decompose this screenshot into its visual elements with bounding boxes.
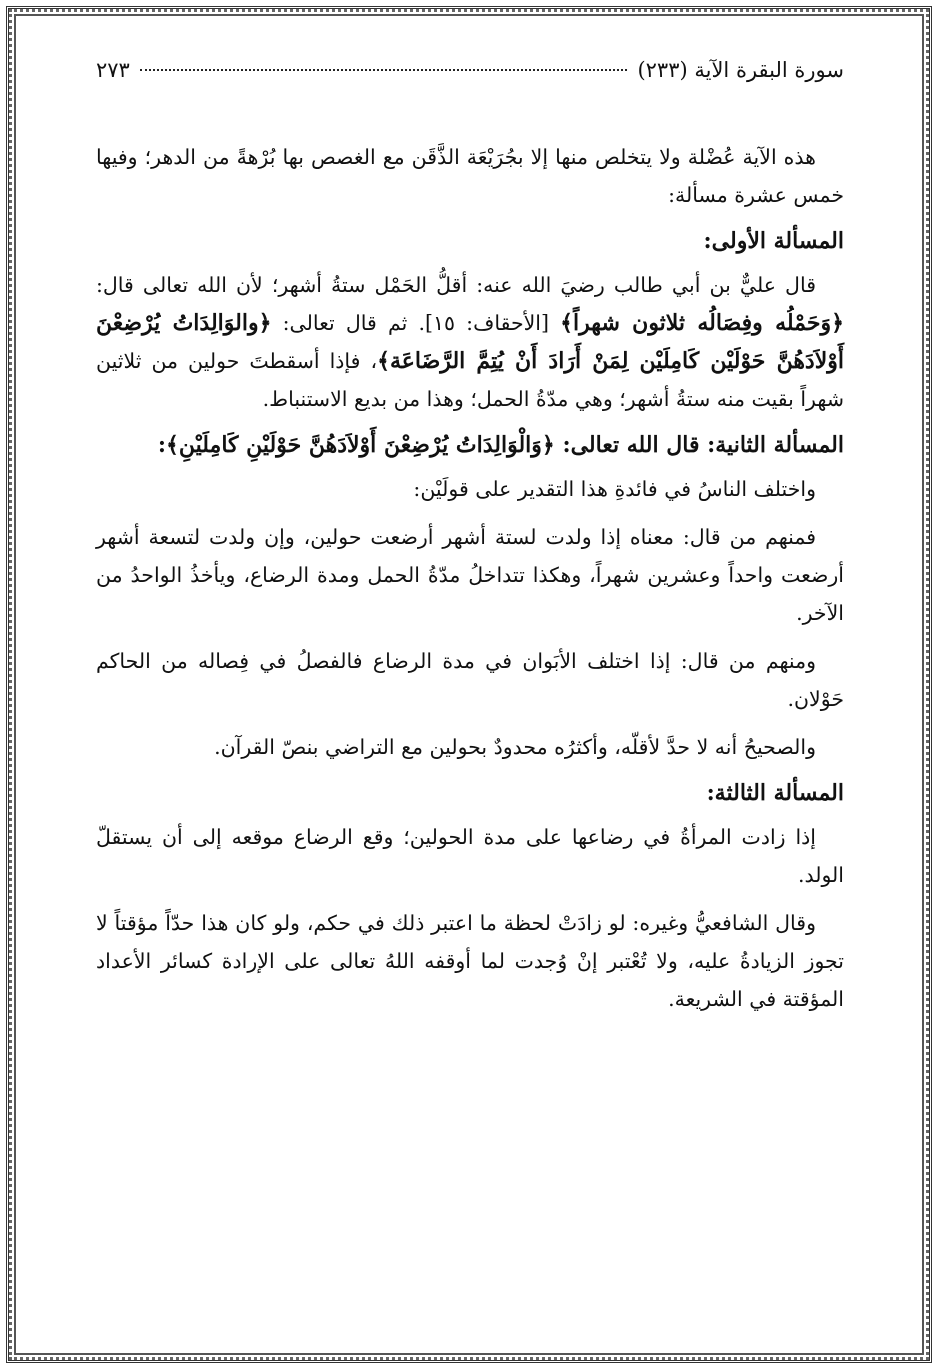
issue-1-paragraph	[96, 266, 844, 418]
issue-1-text-1: قال عليٌّ بن أبي طالب رضيَ الله عنه: أقلُّ الحَمْل ستةُ أشهر؛ لأن الله تعالى قال:	[96, 273, 816, 297]
issue-1-heading: المسألة الأولى:	[703, 228, 844, 254]
quran-verse-baqarah-233: ﴿والوَالِدَاتُ يُرْضِعْنَ أَوْلاَدَهُنَّ حَوْلَيْن كَامِلَيْن لِمَنْ أَرَادَ أَنْ يُتِمَّ الرَّضَاعَة﴾	[96, 310, 844, 374]
issue-2-heading	[96, 428, 844, 462]
issue-1-text-2: [الأحقاف: ١٥]. ثم قال تعالى:	[282, 311, 549, 335]
issue-3-heading: المسألة الثالثة:	[706, 780, 844, 806]
header-dot-leader	[140, 69, 628, 71]
issue-2-heading-text: المسألة الثانية: قال الله تعالى:	[562, 432, 844, 458]
issue-2-heading-colon: :	[157, 432, 166, 458]
issue-3-paragraph-2: وقال الشافعيُّ وغيره: لو زادَتْ لحظة ما اعتبر ذلك في حكم، ولو كان هذا حدّاً مؤقتاً لا تجوز الزيادةُ عليه، ولا تُعْتبر إنْ وُجدت لما أوقفه اللهُ تعالى على الإرادة كسائر الأعداد المؤقتة في الشريعة.	[96, 911, 844, 1011]
issue-2-heading-verse: ﴿وَالْوَالِدَاتُ يُرْضِعْنَ أَوْلاَدَهُنَّ حَوْلَيْنِ كَامِلَيْنِ﴾	[165, 432, 555, 458]
issue-2-paragraph-1: واختلف الناسُ في فائدةِ هذا التقدير على قولَيْن:	[413, 477, 816, 501]
issue-2-paragraph-2: فمنهم من قال: معناه إذا ولدت لستة أشهر أرضعت حولين، وإن ولدت لتسعة أشهر أرضعت واحداً وعشرين شهراً، وهكذا تتداخلُ مدّةُ الحمل ومدة الرضاع، ويأخذُ الواحدُ من الآخر.	[96, 525, 844, 625]
issue-2-paragraph-3: ومنهم من قال: إذا اختلف الأبَوان في مدة الرضاع فالفصلُ في فِصاله من الحاكم حَوْلان.	[96, 649, 844, 711]
issue-1-text-3: ، فإذا أسقطتَ حولين من ثلاثين شهراً بقيت منه ستةُ أشهر؛ وهي مدّةُ الحمل؛ وهذا من بديع الاستنباط.	[96, 349, 844, 411]
issue-3-paragraph-1: إذا زادت المرأةُ في رضاعها على مدة الحولين؛ وقع الرضاع موقعه إلى أن يستقلّ الولد.	[96, 825, 844, 887]
running-header	[96, 58, 844, 82]
intro-paragraph: هذه الآية عُضْلة ولا يتخلص منها إلا بجُرَيْعَة الذَّقَن مع الغصص بها بُرْهةً من الدهر؛ وفيها خمس عشرة مسألة:	[96, 145, 844, 207]
page-number: ٢٧٣	[96, 58, 130, 82]
issue-2-paragraph-4: والصحيحُ أنه لا حدَّ لأقلّه، وأكثرُه محدودٌ بحولين مع التراضي بنصّ القرآن.	[214, 735, 816, 759]
page-content	[96, 58, 844, 1028]
quran-verse-ahqaf: ﴿وَحَمْلُه وفِصَالُه ثلاثون شهراً﴾	[560, 310, 844, 336]
header-surah-title: سورة البقرة الآية (٢٣٣)	[637, 58, 844, 82]
